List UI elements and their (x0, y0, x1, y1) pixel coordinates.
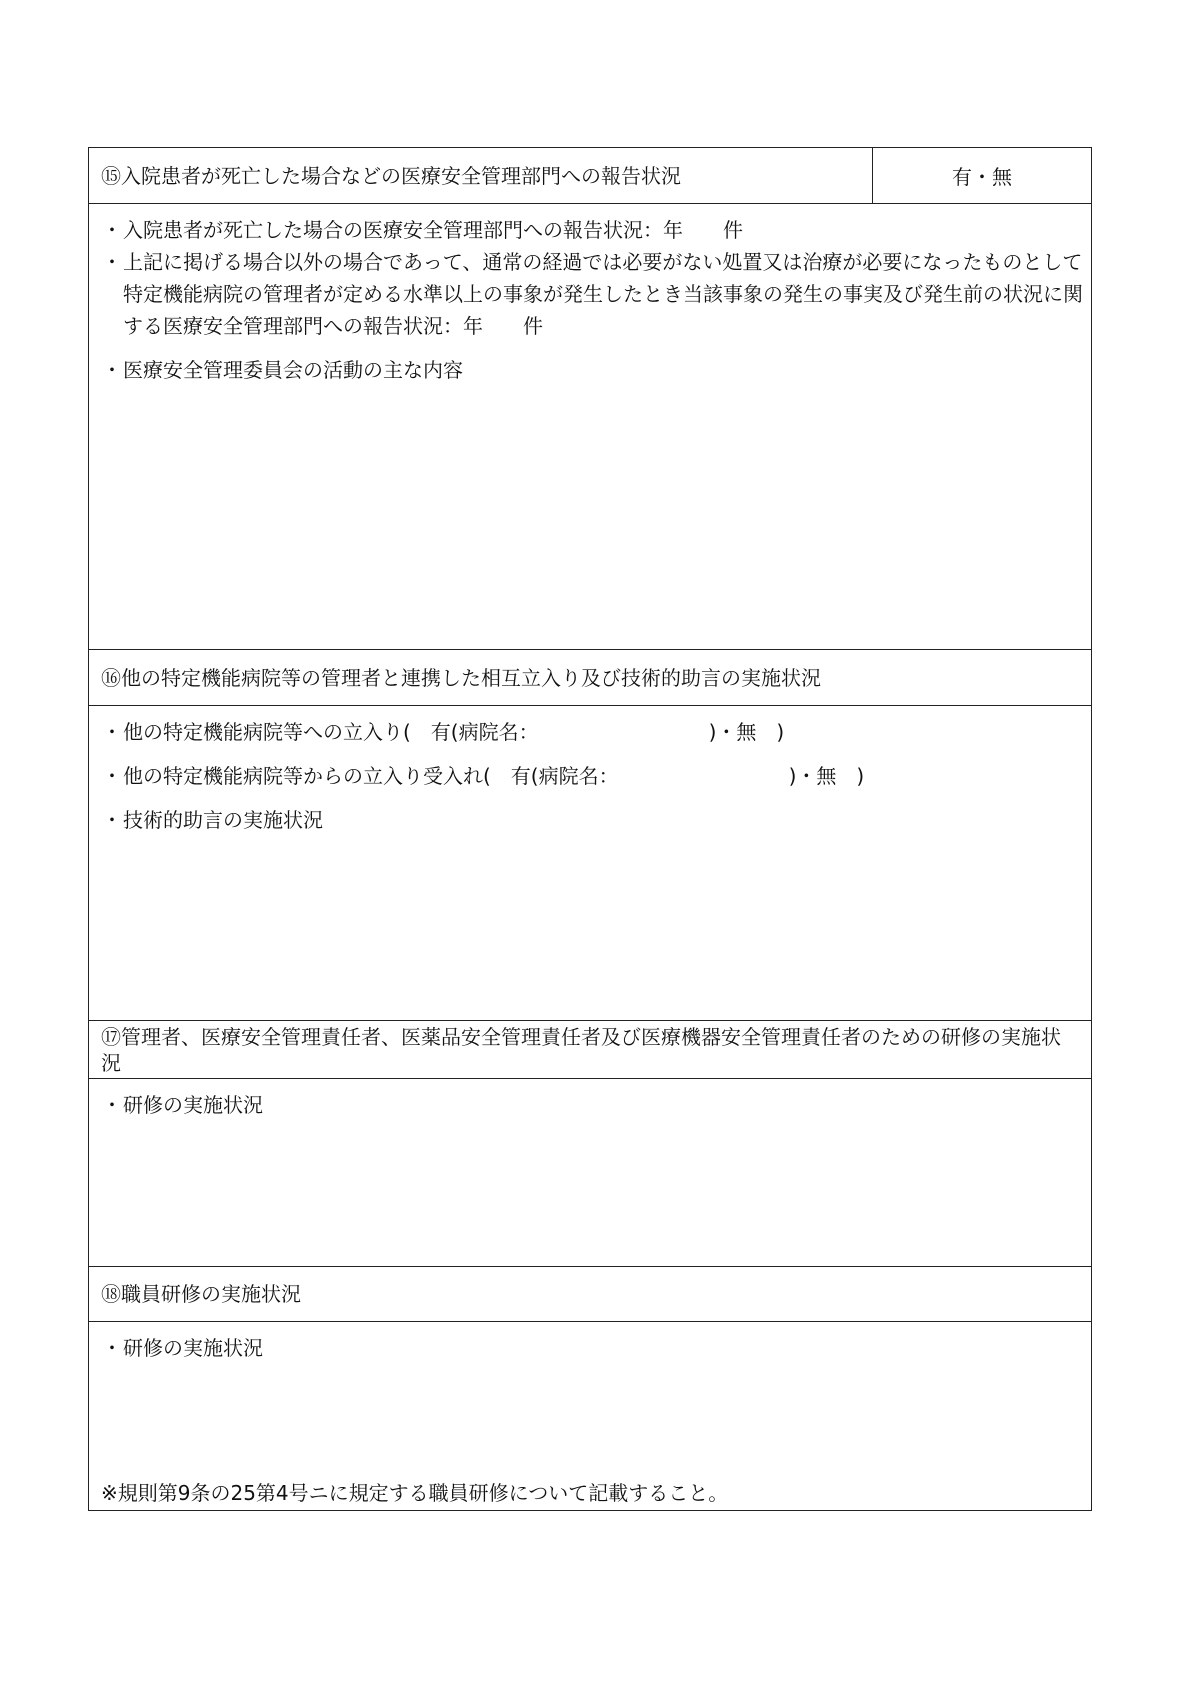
report-form (88, 147, 1092, 1511)
section-16-item-2 (101, 760, 1083, 792)
section-15-answer: 有・無 (952, 165, 1012, 189)
bullet-mark: ・ (102, 1093, 122, 1117)
section-16-body[interactable] (89, 706, 1091, 1021)
section-17-title: ⑰管理者、医療安全管理責任者、医薬品安全管理責任者及び医療機器安全管理責任者のための研修の実施状況 (101, 1024, 1061, 1075)
bullet-mark: ・ (102, 720, 122, 744)
section-16-item-2-text: 他の特定機能病院等からの立入り受入れ( 有(病院名： )・無 ) (123, 764, 865, 788)
section-17-body[interactable] (89, 1079, 1091, 1267)
bullet-mark: ・ (102, 218, 122, 242)
section-16-title: ⑯他の特定機能病院等の管理者と連携した相互立入り及び技術的助言の実施状況 (101, 665, 821, 690)
section-15-item-2-text: 上記に掲げる場合以外の場合であって、通常の経過では必要がない処置又は治療が必要になったものとして特定機能病院の管理者が定める水準以上の事象が発生したとき当該事象の発生の事実及び発生前の状況に関する医療安全管理部門への報告状況：年 件 (123, 250, 1083, 338)
section-15-item-1-text: 入院患者が死亡した場合の医療安全管理部門への報告状況：年 件 (123, 218, 743, 242)
section-15-answer-cell[interactable] (873, 148, 1091, 203)
section-18-title: ⑱職員研修の実施状況 (101, 1282, 301, 1306)
bullet-mark: ・ (102, 1336, 122, 1360)
section-17-item-1-text: 研修の実施状況 (123, 1093, 263, 1117)
section-15-item-1 (101, 214, 1083, 246)
section-18-header (89, 1267, 1091, 1322)
section-15-item-2 (101, 246, 1083, 342)
section-16-item-1-text: 他の特定機能病院等への立入り( 有(病院名： )・無 ) (123, 720, 785, 744)
section-16-item-3-text: 技術的助言の実施状況 (123, 808, 323, 832)
section-15-body[interactable] (89, 204, 1091, 650)
section-17-item-1 (101, 1089, 1083, 1121)
section-15-item-3-text: 医療安全管理委員会の活動の主な内容 (123, 358, 463, 382)
bullet-mark: ・ (102, 358, 122, 382)
section-18-item-1 (101, 1332, 1083, 1364)
section-18-note: ※規則第9条の25第4号ニに規定する職員研修について記載すること。 (101, 1481, 729, 1505)
bullet-mark: ・ (102, 250, 122, 274)
section-17-header (89, 1021, 1091, 1079)
section-15-title-cell (89, 148, 873, 203)
section-16-item-1 (101, 716, 1083, 748)
section-18-body[interactable] (89, 1322, 1091, 1510)
bullet-mark: ・ (102, 808, 122, 832)
section-16-header (89, 650, 1091, 706)
bullet-mark: ・ (102, 764, 122, 788)
section-15-header (89, 148, 1091, 204)
section-16-item-3 (101, 804, 1083, 836)
section-15-title: ⑮入院患者が死亡した場合などの医療安全管理部門への報告状況 (101, 163, 681, 188)
section-15-item-3 (101, 354, 1083, 386)
section-18-item-1-text: 研修の実施状況 (123, 1336, 263, 1360)
